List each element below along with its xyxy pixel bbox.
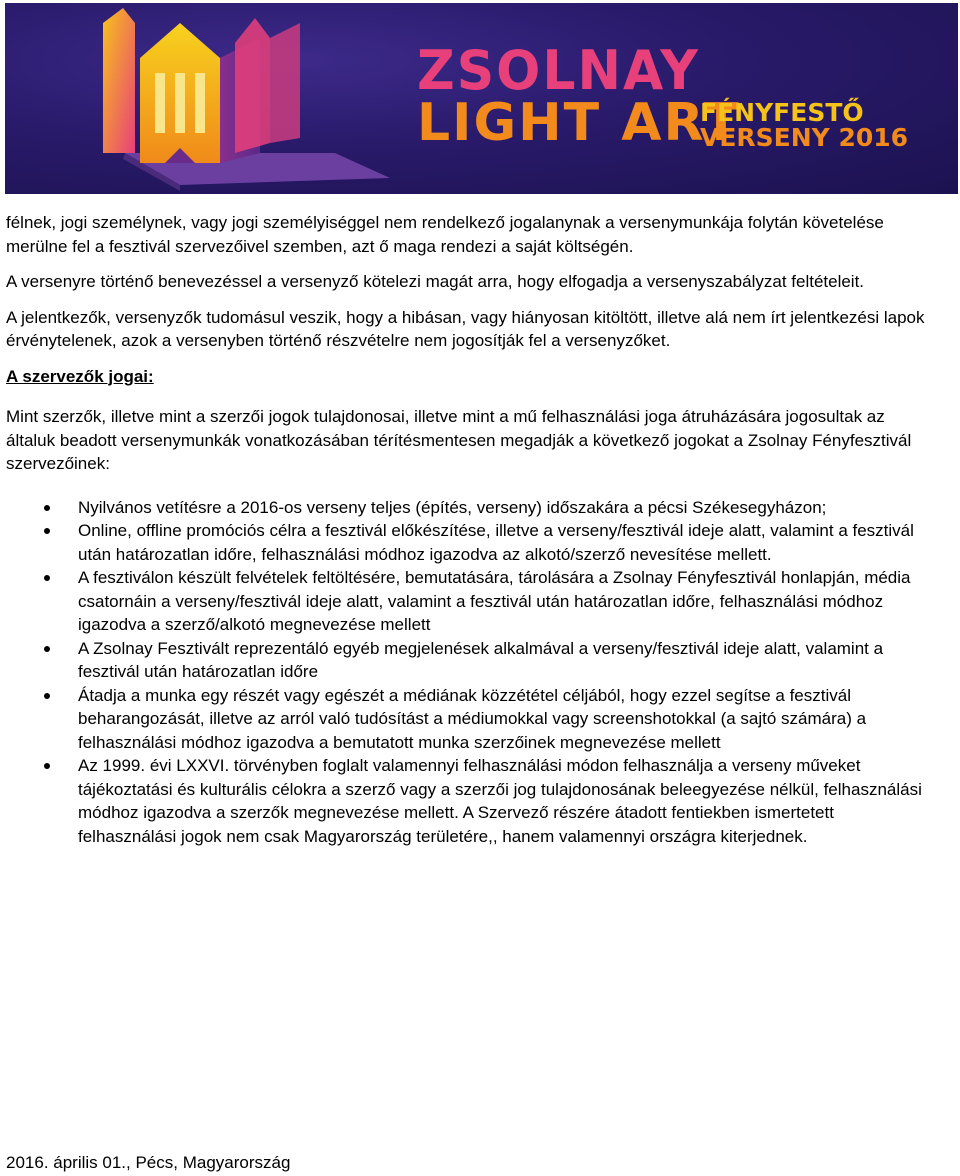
bullet-icon — [44, 763, 50, 769]
list-item-text: A fesztiválon készült felvételek feltöltésére, bemutatására, tárolására a Zsolnay Fényfesztivál honlapján, média csatornáin a verseny/fesztivál ideje alatt, valamint a fesztivál után határozatlan időre, felhasználási módhoz igazodva a szerző/alkotó megnevezése mellett — [78, 568, 911, 634]
list-item — [6, 684, 936, 755]
cathedral-logo-icon — [5, 3, 405, 194]
paragraph-rights-intro: Mint szerzők, illetve mint a szerzői jogok tulajdonosai, illetve mint a mű felhasználási joga átruházására jogosultak az általuk beadott versenymunkák vonatkozásában térítésmentesen megadják a következő jogokat a Zsolnay Fényfesztivál szervezőinek: — [6, 407, 912, 473]
list-item-text: A Zsolnay Fesztivált reprezentáló egyéb megjelenések alkalmával a verseny/fesztivál ideje alatt, valamint a fesztivál után határozatlan időre — [78, 638, 884, 681]
list-item-text: Átadja a munka egy részét vagy egészét a médiának közzététel céljából, hogy ezzel segítse a fesztivál beharangozását, illetve az arról való tudósítást a médiumokkal vagy screenshotokkal (a sajtó számára) a felhasználási módhoz igazodva a bemutatott munka szerzőinek megnevezése mellett — [78, 685, 867, 752]
bullet-icon — [44, 505, 50, 511]
header-banner — [5, 3, 958, 194]
list-item — [6, 754, 936, 848]
list-item — [6, 566, 936, 637]
list-item — [6, 637, 936, 684]
document-body — [6, 211, 936, 848]
bullet-icon — [44, 575, 50, 581]
list-item — [6, 519, 936, 566]
bullet-icon — [44, 646, 50, 652]
brand-sub-line2: VERSENY 2016 — [700, 123, 909, 152]
bullet-icon — [44, 528, 50, 534]
brand-line1: ZSOLNAY — [417, 39, 700, 103]
bullet-icon — [44, 693, 50, 699]
rights-list — [6, 496, 936, 849]
footer-date-place: 2016. április 01., Pécs, Magyarország — [6, 1153, 291, 1172]
brand-line2: LIGHT ART — [417, 93, 741, 153]
list-item-text: Nyilvános vetítésre a 2016-os verseny teljes (építés, verseny) időszakára a pécsi Székesegyházon; — [78, 497, 827, 517]
list-item-text: Online, offline promóciós célra a fesztivál előkészítése, illetve a verseny/fesztivál ideje alatt, valamint a fesztivál után határozatlan időre, felhasználási módhoz igazodva az alkotó/szerző nevesítése mellett. — [78, 521, 914, 564]
paragraph-claims: félnek, jogi személynek, vagy jogi személyiséggel nem rendelkező jogalanynak a versenymunkája folytán követelése merülne fel a fesztivál szervezőivel szemben, azt ő maga rendezi a saját költségén. — [6, 213, 884, 256]
section-heading-organizer-rights: A szervezők jogai: — [6, 366, 154, 386]
list-item — [6, 496, 936, 520]
list-item-text: Az 1999. évi LXXVI. törvényben foglalt valamennyi felhasználási módon felhasználja a verseny műveket tájékoztatási és kulturális célokra a szerző vagy a szerzői jog tulajdonosának beleegyezése nélkül, felhasználási módhoz igazodva a szerzők megnevezése mellett. A Szervező részére átadott fentiekben ismertetett felhasználási jogok nem csak Magyarország területére,, hanem valamennyi országra kiterjednek. — [78, 756, 922, 846]
paragraph-acceptance: A versenyre történő benevezéssel a versenyző kötelezi magát arra, hogy elfogadja a versenyszabályzat feltételeit. — [6, 272, 865, 291]
brand-sub-line1: FÉNYFESTŐ — [700, 98, 864, 127]
paragraph-invalid-forms: A jelentkezők, versenyzők tudomásul veszik, hogy a hibásan, vagy hiányosan kitöltött, illetve alá nem írt jelentkezési lapok érvénytelenek, azok a versenyben történő részvételre nem jogosítják fel a versenyzőket. — [6, 307, 925, 350]
